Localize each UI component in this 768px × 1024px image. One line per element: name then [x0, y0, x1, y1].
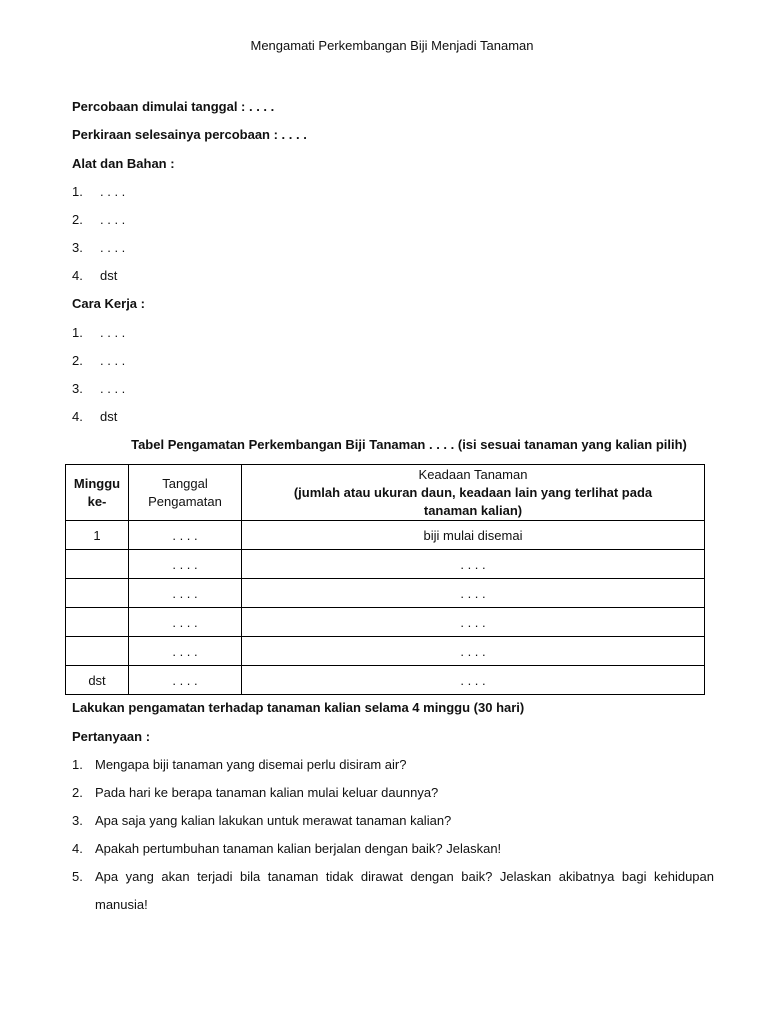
week-cell	[66, 608, 129, 637]
question-item	[72, 835, 714, 863]
list-number: 3.	[72, 381, 83, 396]
week-cell: dst	[66, 666, 129, 695]
date-cell: . . . .	[129, 579, 242, 608]
header-state-line: tanaman kalian)	[423, 502, 523, 518]
question-number: 3.	[72, 813, 83, 828]
table-header-row	[66, 465, 705, 521]
header-week-line: ke-	[87, 493, 107, 509]
state-cell: . . . .	[242, 637, 705, 666]
procedure-item	[72, 353, 125, 368]
date-cell: . . . .	[129, 637, 242, 666]
table-row	[66, 550, 705, 579]
header-week	[66, 465, 129, 521]
state-cell: . . . .	[242, 608, 705, 637]
header-date	[129, 465, 242, 521]
question-text: Mengapa biji tanaman yang disemai perlu disiram air?	[95, 757, 407, 772]
document-title: Mengamati Perkembangan Biji Menjadi Tanaman	[250, 38, 534, 53]
procedure-item	[72, 381, 125, 396]
observation-table	[65, 464, 705, 695]
header-date-line: Pengamatan	[148, 493, 222, 509]
question-number: 2.	[72, 785, 83, 800]
date-cell: . . . .	[129, 550, 242, 579]
materials-item	[72, 212, 125, 227]
question-item	[72, 807, 714, 835]
procedure-item	[72, 325, 125, 340]
date-cell: . . . .	[129, 521, 242, 550]
question-item	[72, 863, 714, 919]
question-number: 4.	[72, 841, 83, 856]
list-number: 4.	[72, 409, 83, 424]
questions-heading: Pertanyaan :	[72, 729, 151, 744]
end-estimate-line: Perkiraan selesainya percobaan : . . . .	[72, 127, 307, 142]
question-item	[72, 779, 714, 807]
state-cell: . . . .	[242, 666, 705, 695]
week-cell	[66, 637, 129, 666]
state-cell: biji mulai disemai	[242, 521, 705, 550]
question-item	[72, 751, 714, 779]
week-cell: 1	[66, 521, 129, 550]
table-row	[66, 608, 705, 637]
header-state	[242, 465, 705, 521]
table-row	[66, 579, 705, 608]
list-text: . . . .	[100, 184, 126, 199]
header-date-line: Tanggal	[162, 475, 208, 491]
list-text: dst	[100, 409, 118, 424]
date-cell: . . . .	[129, 608, 242, 637]
list-text: . . . .	[100, 353, 126, 368]
list-number: 4.	[72, 268, 83, 283]
list-text: . . . .	[100, 381, 126, 396]
state-cell: . . . .	[242, 579, 705, 608]
question-number: 1.	[72, 757, 83, 772]
start-date-line: Percobaan dimulai tanggal : . . . .	[72, 99, 275, 114]
header-state-line: (jumlah atau ukuran daun, keadaan lain yang terlihat pada	[293, 484, 653, 500]
materials-item	[72, 184, 125, 199]
list-number: 1.	[72, 325, 83, 340]
list-text: . . . .	[100, 240, 126, 255]
materials-item	[72, 240, 125, 255]
week-cell	[66, 579, 129, 608]
state-cell: . . . .	[242, 550, 705, 579]
list-number: 2.	[72, 353, 83, 368]
question-text: Apa yang akan terjadi bila tanaman tidak dirawat dengan baik? Jelaskan akibatnya bagi kehidupan manusia!	[95, 869, 714, 912]
instruction-text: Lakukan pengamatan terhadap tanaman kalian selama 4 minggu (30 hari)	[72, 700, 525, 715]
procedure-heading: Cara Kerja :	[72, 296, 145, 311]
table-row	[66, 666, 705, 695]
materials-heading: Alat dan Bahan :	[72, 156, 175, 171]
list-number: 1.	[72, 184, 83, 199]
list-text: . . . .	[100, 325, 126, 340]
list-number: 2.	[72, 212, 83, 227]
date-cell: . . . .	[129, 666, 242, 695]
materials-item	[72, 268, 117, 283]
week-cell	[66, 550, 129, 579]
header-state-line: Keadaan Tanaman	[418, 466, 528, 482]
question-text: Pada hari ke berapa tanaman kalian mulai keluar daunnya?	[95, 785, 439, 800]
list-text: . . . .	[100, 212, 126, 227]
table-caption: Tabel Pengamatan Perkembangan Biji Tanaman . . . . (isi sesuai tanaman yang kalian pilih)	[131, 437, 687, 452]
header-week-line: Minggu	[73, 475, 121, 491]
question-text: Apa saja yang kalian lakukan untuk merawat tanaman kalian?	[95, 813, 452, 828]
question-text: Apakah pertumbuhan tanaman kalian berjalan dengan baik? Jelaskan!	[95, 841, 502, 856]
list-text: dst	[100, 268, 118, 283]
table-row	[66, 521, 705, 550]
table-row	[66, 637, 705, 666]
list-number: 3.	[72, 240, 83, 255]
question-number: 5.	[72, 869, 83, 884]
procedure-item	[72, 409, 117, 424]
